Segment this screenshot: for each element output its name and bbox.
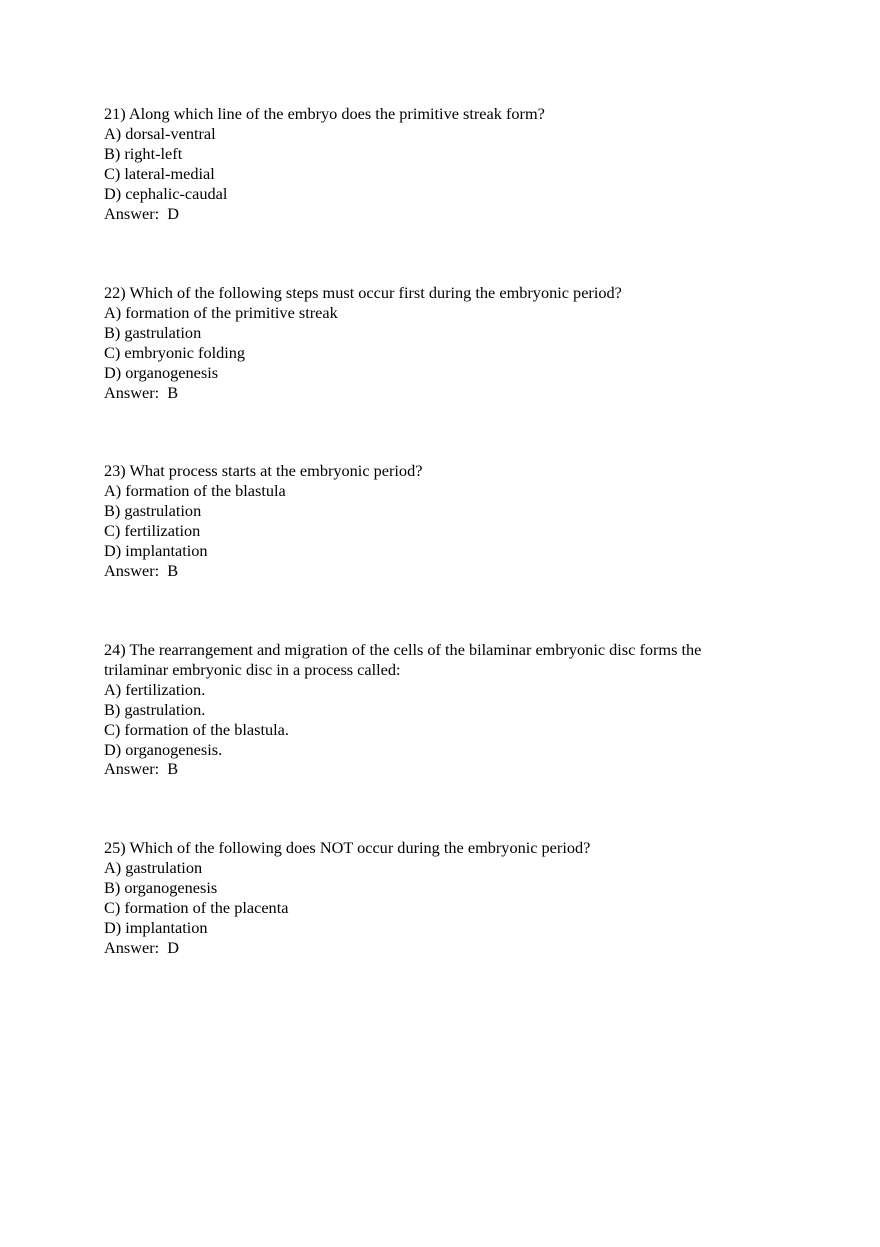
question-number: 21) (104, 104, 126, 123)
option-b: B) right-left (104, 143, 183, 163)
option-d: D) organogenesis (104, 362, 219, 382)
answer-line (104, 938, 784, 958)
question-23 (104, 461, 784, 580)
question-text: Along which line of the embryo does the primitive streak form? (128, 104, 545, 123)
option-a: A) dorsal-ventral (104, 123, 216, 143)
answer-line (104, 759, 784, 779)
option-d: D) organogenesis. (104, 739, 223, 759)
option-a: A) formation of the primitive streak (104, 302, 338, 322)
option-d: D) implantation (104, 540, 208, 560)
question-text: What process starts at the embryonic period? (129, 461, 423, 480)
question-number: 22) (104, 283, 126, 302)
question-prompt (104, 461, 784, 481)
question-number: 25) (104, 838, 126, 857)
answer-value: D (167, 203, 180, 223)
option-b: B) organogenesis (104, 877, 218, 897)
question-25 (104, 838, 784, 957)
option-a: A) gastrulation (104, 857, 203, 877)
question-21 (104, 104, 784, 223)
question-prompt (104, 104, 784, 124)
option-b: B) gastrulation (104, 322, 202, 342)
answer-label: Answer: (104, 759, 160, 779)
option-c: C) fertilization (104, 520, 201, 540)
answer-line (104, 561, 784, 581)
option-b: B) gastrulation. (104, 699, 206, 719)
question-prompt-line-2: trilaminar embryonic disc in a process called: (104, 659, 401, 679)
question-prompt (104, 283, 784, 303)
answer-label: Answer: (104, 203, 160, 223)
question-text: Which of the following does NOT occur during the embryonic period? (129, 838, 591, 857)
question-prompt-line-1 (104, 640, 784, 660)
option-c: C) formation of the placenta (104, 897, 289, 917)
option-b: B) gastrulation (104, 500, 202, 520)
answer-label: Answer: (104, 560, 160, 580)
question-number: 23) (104, 461, 126, 480)
option-a: A) fertilization. (104, 679, 206, 699)
answer-label: Answer: (104, 937, 160, 957)
answer-value: D (167, 937, 180, 957)
question-prompt (104, 838, 784, 858)
question-22 (104, 283, 784, 402)
question-number: 24) (104, 640, 126, 659)
answer-label: Answer: (104, 382, 160, 402)
option-a: A) formation of the blastula (104, 480, 286, 500)
option-c: C) lateral-medial (104, 163, 215, 183)
option-c: C) formation of the blastula. (104, 719, 289, 739)
answer-line (104, 383, 784, 403)
question-text: Which of the following steps must occur first during the embryonic period? (129, 283, 622, 302)
option-d: D) implantation (104, 917, 208, 937)
option-d: D) cephalic-caudal (104, 183, 228, 203)
answer-value: B (167, 759, 179, 779)
question-24 (104, 640, 784, 779)
answer-value: B (167, 382, 179, 402)
question-text-line-1: The rearrangement and migration of the cells of the bilaminar embryonic disc forms the (129, 640, 702, 659)
answer-value: B (167, 560, 179, 580)
option-c: C) embryonic folding (104, 342, 246, 362)
answer-line (104, 204, 784, 224)
